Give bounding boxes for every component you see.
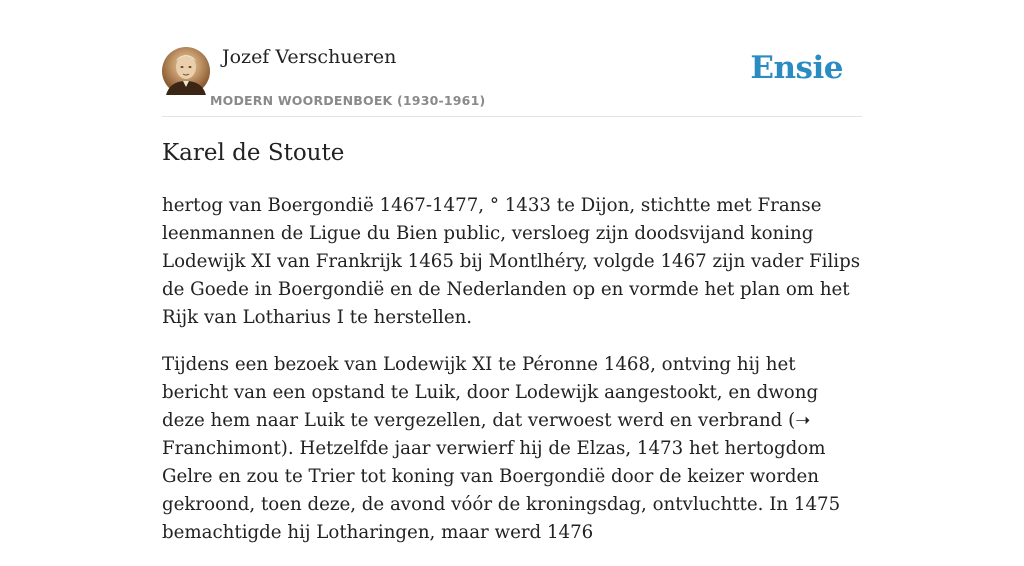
author-avatar[interactable] — [162, 47, 210, 95]
article-title: Karel de Stoute — [162, 140, 345, 166]
author-name[interactable]: Jozef Verschueren — [222, 46, 397, 68]
header — [162, 0, 862, 117]
source-label[interactable]: MODERN WOORDENBOEK (1930-1961) — [210, 93, 486, 108]
article-body — [162, 192, 866, 566]
article-paragraph-2: Tijdens een bezoek van Lodewijk XI te Péronne 1468, ontving hij het bericht van een opstand te Luik, door Lodewijk aangestookt, en dwong deze hem naar Luik te vergezellen, dat verwoest werd en verbrand (➝ Franchimont). Hetzelfde jaar verwierf hij de Elzas, 1473 het hertogdom Gelre en zou te Trier tot koning van Boergondië door de keizer worden gekroond, toen deze, de avond vóór de kroningsdag, ontvluchtte. In 1475 bemachtigde hij Lotharingen, maar werd 1476 — [162, 354, 841, 543]
ensie-logo[interactable]: Ensie — [750, 50, 843, 86]
portrait-icon — [162, 47, 210, 95]
content-column — [162, 0, 862, 543]
article-paragraph-1: hertog van Boergondië 1467-1477, ° 1433 te Dijon, stichtte met Franse leenmannen de Ligue du Bien public, versloeg zijn doodsvijand koning Lodewijk XI van Frankrijk 1465 bij Montlhéry, volgde 1467 zijn vader Filips de Goede in Boergondië en de Nederlanden op en vormde het plan om het Rijk van Lotharius I te herstellen. — [162, 195, 861, 328]
